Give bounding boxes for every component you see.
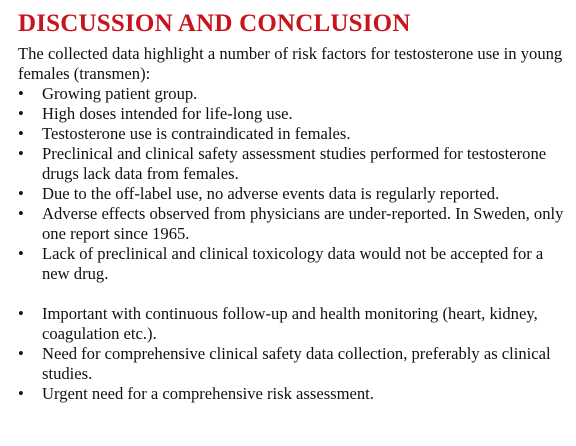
bullet-icon: •	[18, 84, 24, 103]
bullet-icon: •	[18, 184, 24, 203]
list-item	[18, 344, 568, 384]
list-item-text: Important with continuous follow-up and health monitoring (heart, kidney, coagulation etc.).	[42, 304, 538, 343]
list-item-text: Lack of preclinical and clinical toxicology data would not be accepted for a new drug.	[42, 244, 544, 283]
bullet-icon: •	[18, 304, 24, 323]
recommendation-list	[18, 304, 568, 404]
bullet-icon: •	[18, 244, 24, 263]
list-item-text: Urgent need for a comprehensive risk assessment.	[42, 384, 374, 403]
list-item-text: Preclinical and clinical safety assessment studies performed for testosterone drugs lack data from females.	[42, 144, 547, 183]
list-item-text: Due to the off-label use, no adverse events data is regularly reported.	[42, 184, 500, 203]
bullet-icon: •	[18, 144, 24, 163]
list-item	[18, 204, 568, 244]
list-item-text: Testosterone use is contraindicated in females.	[42, 124, 351, 143]
bullet-icon: •	[18, 104, 24, 123]
bullet-icon: •	[18, 384, 24, 403]
list-item-text: Growing patient group.	[42, 84, 198, 103]
section-heading: DISCUSSION AND CONCLUSION	[18, 10, 411, 37]
list-item	[18, 304, 568, 344]
spacer	[18, 284, 568, 304]
bullet-icon: •	[18, 124, 24, 143]
list-item	[18, 84, 568, 104]
list-item	[18, 244, 568, 284]
risk-factor-list	[18, 84, 568, 284]
list-item	[18, 184, 568, 204]
list-item	[18, 384, 568, 404]
bullet-icon: •	[18, 204, 24, 223]
list-item-text: High doses intended for life-long use.	[42, 104, 293, 123]
list-item-text: Need for comprehensive clinical safety data collection, preferably as clinical studies.	[42, 344, 551, 383]
list-item	[18, 144, 568, 184]
list-item	[18, 124, 568, 144]
list-item	[18, 104, 568, 124]
intro-paragraph: The collected data highlight a number of risk factors for testosterone use in young females (transmen):	[18, 44, 563, 83]
bullet-icon: •	[18, 344, 24, 363]
list-item-text: Adverse effects observed from physicians are under-reported. In Sweden, only one report since 1965.	[42, 204, 564, 243]
